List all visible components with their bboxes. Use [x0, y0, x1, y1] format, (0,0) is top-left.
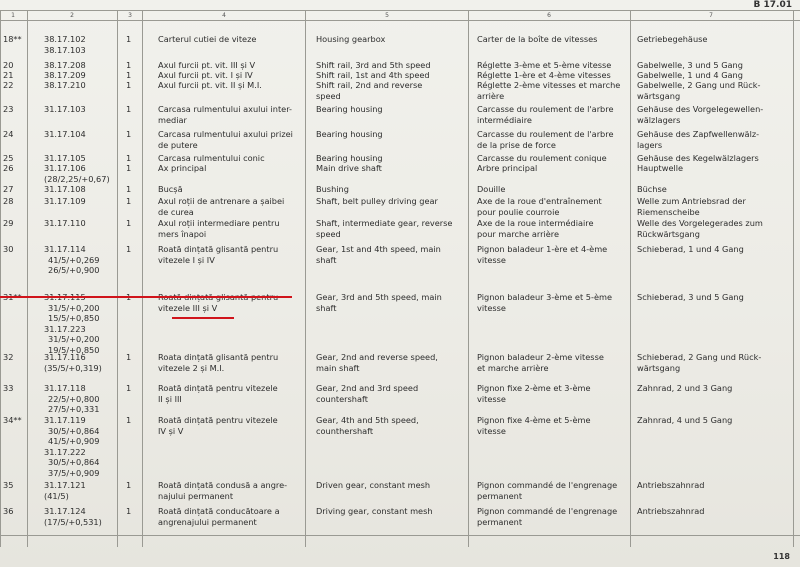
desc-french: vitesse [477, 393, 506, 404]
part-code: 31.17.105 [44, 153, 86, 163]
part-code: 38.17.103 [44, 44, 86, 55]
quantity: 1 [126, 480, 132, 490]
table-border-bottom [0, 535, 800, 536]
desc-french: vitesse [477, 425, 506, 436]
desc-german: Welle des Vorgelegerades zum [637, 218, 763, 228]
desc-romanian: de putere [158, 139, 198, 150]
part-code: 15/5/+0,850 [48, 313, 100, 323]
quantity: 1 [126, 244, 132, 254]
part-code: 38.17.209 [44, 70, 86, 80]
part-code: 37/5/+0,909 [48, 467, 100, 478]
desc-french: Pignon commandé de l'engrenage [477, 480, 618, 490]
desc-french: intermédiaire [477, 114, 532, 125]
desc-german: Gehäuse des Zapfwellenwälz- [637, 129, 760, 139]
desc-romanian: Roată dințată glisantă pentru [158, 244, 279, 254]
part-code: 38.17.210 [44, 80, 86, 90]
desc-romanian: Axul furcii pt. vit. I și IV [158, 70, 253, 80]
desc-german: wärtsgang [637, 90, 681, 101]
item-number: 36 [3, 506, 14, 516]
desc-romanian: mers înapoi [158, 228, 207, 239]
item-number: 30 [3, 244, 14, 254]
item-number: 22 [3, 80, 14, 90]
part-code: 38.17.102 [44, 34, 86, 44]
item-number: 26 [3, 163, 14, 173]
desc-romanian: II și III [158, 393, 182, 404]
part-code: (35/5/+0,319) [44, 362, 102, 373]
part-code: 31.17.103 [44, 104, 86, 114]
desc-german: Riemenscheibe [637, 206, 700, 217]
desc-romanian: najului permanent [158, 490, 234, 501]
quantity: 1 [126, 506, 132, 516]
desc-romanian: Axul roții de antrenare a șaibei [158, 196, 285, 206]
desc-german: Welle zum Antriebsrad der [637, 196, 746, 206]
quantity: 1 [126, 292, 132, 302]
desc-french: Carcasse du roulement de l'arbre [477, 129, 614, 139]
part-code: 31/5/+0,200 [48, 334, 100, 344]
desc-romanian: de curea [158, 206, 194, 217]
desc-french: Pignon baladeur 3-ème et 5-ème [477, 292, 612, 302]
quantity: 1 [126, 70, 132, 80]
part-code: 26/5/+0,900 [48, 265, 100, 275]
part-code: 31.17.116 [44, 352, 86, 362]
desc-french: arrière [477, 90, 505, 101]
desc-english: Gear, 4th and 5th speed, [316, 415, 419, 425]
part-code: 41/5/+0,909 [48, 436, 100, 446]
page-reference: B 17.01 [753, 0, 792, 10]
column-number: 3 [128, 12, 132, 19]
part-code: 30/5/+0,864 [48, 425, 100, 436]
desc-french: Réglette 1-ère et 4-ème vitesses [477, 70, 611, 80]
desc-french: Carter de la boîte de vitesses [477, 34, 598, 44]
desc-english: shaft [316, 254, 337, 265]
part-code: (28/2,25/+0,67) [44, 173, 110, 184]
desc-german: Getriebegehäuse [637, 34, 708, 44]
desc-romanian: Bucșă [158, 184, 183, 194]
part-code: 31.17.222 [44, 446, 86, 457]
item-number: 21 [3, 70, 14, 80]
part-code: 19/5/+0,850 [48, 344, 100, 355]
desc-english: speed [316, 90, 341, 101]
column-number: 4 [222, 12, 226, 19]
part-code: 31.17.124 [44, 506, 86, 516]
desc-romanian: Carcasa rulmentului conic [158, 153, 265, 163]
item-number: 28 [3, 196, 14, 206]
part-code: 27/5/+0,331 [48, 404, 100, 414]
desc-romanian: Carcasa rulmentului axului prizei [158, 129, 293, 139]
item-number: 27 [3, 184, 14, 194]
desc-english: Main drive shaft [316, 163, 382, 173]
desc-english: Shift rail, 3rd and 5th speed [316, 60, 431, 70]
desc-english: Gear, 2nd and reverse speed, [316, 352, 438, 362]
part-code: 31.17.223 [44, 323, 86, 334]
desc-romanian: Axul furcii pt. vit. II și M.I. [158, 80, 262, 90]
desc-french: Carcasse du roulement de l'arbre [477, 104, 614, 114]
desc-french: Pignon fixe 4-ème et 5-ème [477, 415, 591, 425]
desc-german: Gabelwelle, 3 und 5 Gang [637, 60, 743, 70]
desc-french: Réglette 3-ème et 5-ème vitesse [477, 60, 612, 70]
item-number: 25 [3, 153, 14, 163]
column-divider [117, 10, 118, 547]
desc-french: Réglette 2-ème vitesses et marche [477, 80, 621, 90]
desc-romanian: Roata dințată glisantă pentru [158, 352, 279, 362]
part-code: 31/5/+0,200 [48, 302, 100, 313]
desc-english: Shift rail, 1st and 4th speed [316, 70, 430, 80]
part-code: 31.17.109 [44, 196, 86, 206]
desc-french: Axe de la roue d'entraînement [477, 196, 602, 206]
desc-romanian: Carcasa rulmentului axului inter- [158, 104, 292, 114]
desc-german: Gehäuse des Kegelwälzlagers [637, 153, 759, 163]
desc-romanian: angrenajului permanent [158, 516, 257, 527]
desc-english: Driving gear, constant mesh [316, 506, 433, 516]
part-code: 41/5/+0,269 [48, 254, 100, 265]
desc-french: Pignon baladeur 1-ère et 4-ème [477, 244, 608, 254]
desc-german: Zahnrad, 2 und 3 Gang [637, 383, 733, 393]
desc-french: permanent [477, 516, 523, 527]
quantity: 1 [126, 129, 132, 139]
desc-english: Driven gear, constant mesh [316, 480, 431, 490]
red-marker-line [0, 296, 292, 298]
item-number: 20 [3, 60, 14, 70]
item-number: 29 [3, 218, 14, 228]
desc-french: Axe de la roue intermédiaire [477, 218, 594, 228]
desc-english: Bearing housing [316, 129, 383, 139]
desc-german: wärtsgang [637, 362, 681, 373]
desc-romanian: vitezele I și IV [158, 254, 215, 265]
desc-english: Housing gearbox [316, 34, 386, 44]
quantity: 1 [126, 153, 132, 163]
desc-english: Gear, 2nd and 3rd speed [316, 383, 419, 393]
desc-german: Büchse [637, 184, 667, 194]
desc-german: Gabelwelle, 1 und 4 Gang [637, 70, 743, 80]
quantity: 1 [126, 184, 132, 194]
column-number: 7 [709, 12, 713, 19]
red-underline [172, 317, 234, 319]
column-divider [142, 10, 143, 547]
part-code: (17/5/+0,531) [44, 516, 102, 527]
desc-romanian: Roată dințată pentru vitezele [158, 415, 278, 425]
column-divider [305, 10, 306, 547]
part-code: 31.17.104 [44, 129, 86, 139]
desc-romanian: Roată dințată pentru vitezele [158, 383, 278, 393]
part-code: (41/5) [44, 490, 69, 501]
column-number: 2 [70, 12, 74, 19]
item-number: 35 [3, 480, 14, 490]
table-border-left [0, 10, 1, 547]
table-border-top [0, 10, 800, 11]
desc-french: de la prise de force [477, 139, 556, 150]
desc-english: countershaft [316, 393, 368, 404]
desc-english: main shaft [316, 362, 360, 373]
desc-romanian: Carterul cutiei de viteze [158, 34, 257, 44]
quantity: 1 [126, 104, 132, 114]
desc-romanian: vitezele 2 și M.I. [158, 362, 225, 373]
desc-english: Gear, 1st and 4th speed, main [316, 244, 441, 254]
desc-french: et marche arrière [477, 362, 549, 373]
header-divider [0, 20, 800, 21]
quantity: 1 [126, 352, 132, 362]
desc-romanian: Roată dințată condusă a angre- [158, 480, 288, 490]
desc-german: Schieberad, 1 und 4 Gang [637, 244, 744, 254]
column-number: 1 [11, 12, 15, 19]
desc-german: Antriebszahnrad [637, 480, 705, 490]
column-divider [468, 10, 469, 547]
desc-english: Shaft, belt pulley driving gear [316, 196, 438, 206]
desc-romanian: mediar [158, 114, 187, 125]
desc-english: Bushing [316, 184, 349, 194]
part-code: 22/5/+0,800 [48, 393, 100, 404]
parts-table [0, 10, 800, 547]
desc-english: shaft [316, 302, 337, 313]
desc-french: vitesse [477, 302, 506, 313]
item-number: 33 [3, 383, 14, 393]
desc-german: Rückwärtsgang [637, 228, 700, 239]
desc-german: Antriebszahnrad [637, 506, 705, 516]
quantity: 1 [126, 163, 132, 173]
part-code: 31.17.110 [44, 218, 86, 228]
part-code: 31.17.106 [44, 163, 86, 173]
column-number: 5 [385, 12, 389, 19]
desc-french: permanent [477, 490, 523, 501]
item-number: 31** [3, 292, 22, 302]
desc-english: Bearing housing [316, 104, 383, 114]
desc-german: Gehäuse des Vorgelegewellen- [637, 104, 764, 114]
desc-english: Gear, 3rd and 5th speed, main [316, 292, 442, 302]
quantity: 1 [126, 80, 132, 90]
item-number: 32 [3, 352, 14, 362]
quantity: 1 [126, 60, 132, 70]
item-number: 24 [3, 129, 14, 139]
part-code: 30/5/+0,864 [48, 457, 100, 467]
item-number: 23 [3, 104, 14, 114]
desc-german: Zahnrad, 4 und 5 Gang [637, 415, 733, 425]
desc-german: lagers [637, 139, 663, 150]
desc-romanian: Axul furcii pt. vit. III și V [158, 60, 256, 70]
desc-german: Hauptwelle [637, 163, 684, 173]
column-number: 6 [547, 12, 551, 19]
quantity: 1 [126, 415, 132, 425]
page-number: 118 [773, 552, 790, 561]
part-code: 31.17.119 [44, 415, 86, 425]
desc-french: Arbre principal [477, 163, 538, 173]
desc-french: vitesse [477, 254, 506, 265]
desc-romanian: Roată dințată glisantă pentru [158, 292, 279, 302]
desc-german: Gabelwelle, 2 Gang und Rück- [637, 80, 761, 90]
item-number: 18** [3, 34, 22, 44]
part-code: 38.17.208 [44, 60, 86, 70]
quantity: 1 [126, 383, 132, 393]
desc-french: Pignon fixe 2-ème et 3-ème [477, 383, 591, 393]
desc-romanian: Ax principal [158, 163, 207, 173]
desc-english: speed [316, 228, 341, 239]
desc-romanian: vitezele III și V [158, 302, 218, 313]
column-divider [27, 10, 28, 547]
desc-romanian: IV și V [158, 425, 184, 436]
desc-french: pour marche arrière [477, 228, 560, 239]
desc-german: Schieberad, 3 und 5 Gang [637, 292, 744, 302]
desc-german: wälzlagers [637, 114, 681, 125]
quantity: 1 [126, 218, 132, 228]
desc-romanian: Roată dințată conducătoare a [158, 506, 280, 516]
part-code: 31.17.118 [44, 383, 86, 393]
part-code: 31.17.115 [44, 292, 86, 302]
desc-english: Shaft, intermediate gear, reverse [316, 218, 453, 228]
desc-english: Shift rail, 2nd and reverse [316, 80, 423, 90]
quantity: 1 [126, 34, 132, 44]
desc-german: Schieberad, 2 Gang und Rück- [637, 352, 762, 362]
desc-french: Carcasse du roulement conique [477, 153, 607, 163]
part-code: 31.17.121 [44, 480, 86, 490]
desc-french: Douille [477, 184, 506, 194]
desc-french: Pignon commandé de l'engrenage [477, 506, 618, 516]
part-code: 31.17.114 [44, 244, 86, 254]
part-code: 31.17.108 [44, 184, 86, 194]
quantity: 1 [126, 196, 132, 206]
desc-english: counthershaft [316, 425, 374, 436]
desc-french: pour poulie courroie [477, 206, 560, 217]
item-number: 34** [3, 415, 22, 425]
desc-romanian: Axul roții intermediare pentru [158, 218, 280, 228]
desc-english: Bearing housing [316, 153, 383, 163]
desc-french: Pignon baladeur 2-ème vitesse [477, 352, 604, 362]
